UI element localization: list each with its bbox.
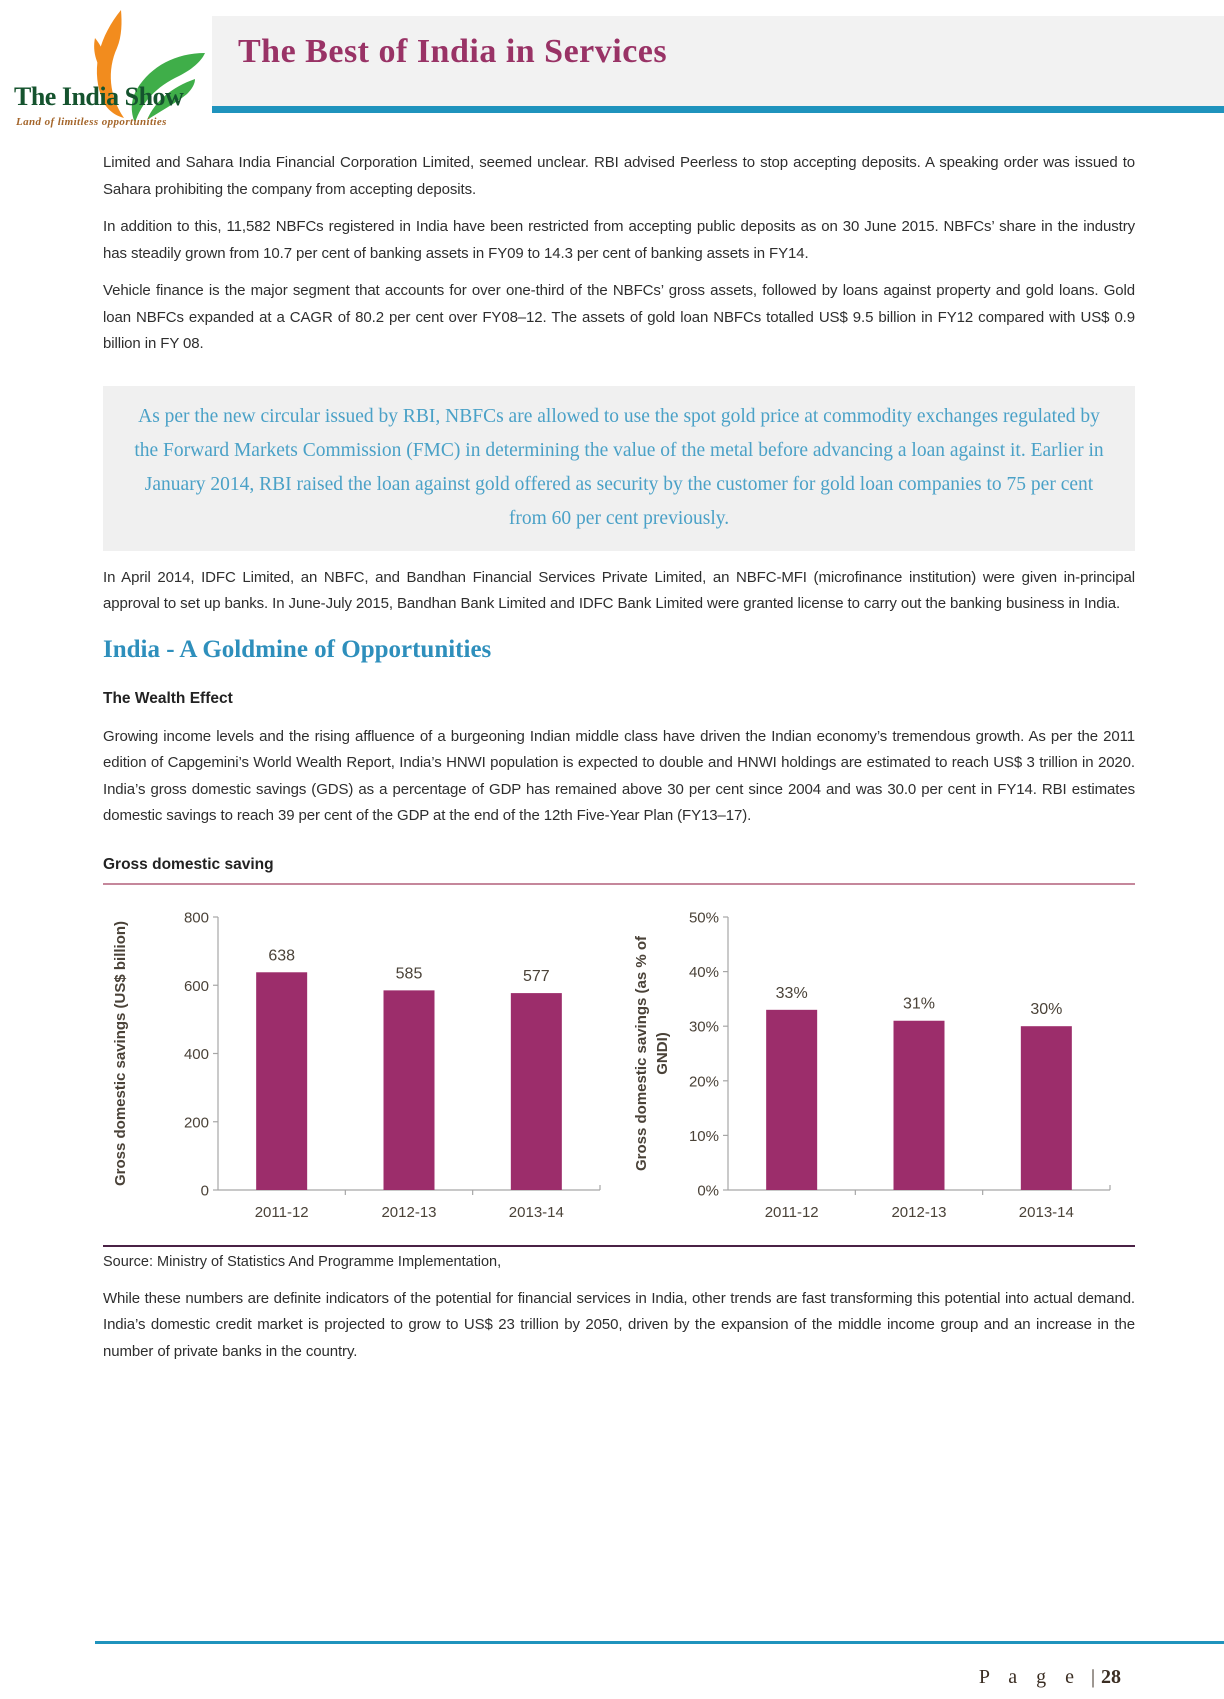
section-heading-goldmine: India - A Goldmine of Opportunities [103,635,492,663]
svg-text:2013-14: 2013-14 [508,1203,564,1221]
svg-text:20%: 20% [688,1072,719,1090]
pink-divider-rule [103,883,1135,885]
svg-text:Gross domestic savings (as % o: Gross domestic savings (as % of [633,935,650,1171]
page-separator: | [1090,1666,1095,1688]
gds-percent-gndi-bar-chart [630,897,1135,1239]
svg-text:0%: 0% [697,1182,719,1199]
svg-text:30%: 30% [688,1018,719,1036]
page-number-footer [979,1666,1121,1689]
logo-title: The India Show [14,82,184,111]
rbi-circular-callout: As per the new circular issued by RBI, NBFCs are allowed to use the spot gold price at commodity exchanges regulated by the Forward Markets Commission (FMC) in determining the value of the metal before advancing a loan against it. Earlier in January 2014, RBI raised the loan against gold offered as security by the customer for gold loan companies to 75 per cent from 60 per cent previously. [103,386,1135,551]
svg-text:2012-13: 2012-13 [381,1203,437,1221]
paragraph-nbfc-deposits: In addition to this, 11,582 NBFCs registered in India have been restricted from accepting public deposits as on 30 June 2015. NBFCs’ share in the industry has steadily grown from 10.7 per cent of banking assets in FY09 to 14.3 per cent of banking assets in FY14. [103,218,1135,262]
svg-text:0: 0 [200,1182,209,1199]
svg-text:Gross domestic savings (US$ bi: Gross domestic savings (US$ billion) [112,920,129,1186]
logo-tagline: Land of limitless opportunities [16,116,167,128]
svg-text:GNDI): GNDI) [654,1031,671,1075]
india-show-logo [8,4,213,142]
gds-us-billion-bar-chart [103,897,608,1239]
svg-text:577: 577 [522,967,550,985]
page-number: 28 [1101,1666,1121,1688]
paragraph-peerless-sahara: Limited and Sahara India Financial Corporation Limited, seemed unclear. RBI advised Peerless to stop accepting deposits. A speaking order was issued to Sahara prohibiting the company from accepting deposits. [103,154,1135,198]
svg-text:2012-13: 2012-13 [891,1203,947,1221]
svg-text:800: 800 [183,909,209,926]
document-body [103,150,1135,1376]
paragraph-credit-market: While these numbers are definite indicators of the potential for financial services in India, other trends are fast transforming this potential into actual demand. India’s domestic credit market is projected to grow to US$ 23 trillion by 2050, driven by the expansion of the middle income group and an increase in the number of private banks in the country. [103,1289,1135,1360]
svg-text:31%: 31% [902,995,936,1013]
footer-divider-rule [95,1641,1224,1644]
paragraph-vehicle-finance: Vehicle finance is the major segment that accounts for over one-third of the NBFCs’ gross assets, followed by loans against property and gold loans. Gold loan NBFCs expanded at a CAGR of 80.2 per cent over FY08–12. The assets of gold loan NBFCs totalled US$ 9.5 billion in FY12 compared with US$ 0.9 billion in FY 08. [103,282,1135,352]
svg-text:400: 400 [183,1045,209,1063]
svg-text:638: 638 [268,946,296,964]
svg-text:40%: 40% [688,963,719,981]
figure-source-note: Source: Ministry of Statistics And Programme Implementation, [103,1253,502,1270]
svg-text:50%: 50% [688,909,719,926]
figure-heading-gross-domestic-saving: Gross domestic saving [103,855,274,873]
svg-text:2011-12: 2011-12 [764,1203,819,1221]
page-header [212,16,1224,113]
svg-text:10%: 10% [688,1127,719,1145]
svg-text:585: 585 [395,964,423,982]
svg-text:33%: 33% [775,984,808,1002]
svg-text:600: 600 [183,977,209,995]
subsection-heading-wealth-effect: The Wealth Effect [103,689,233,707]
svg-text:2011-12: 2011-12 [254,1203,309,1221]
paragraph-idfc-bandhan: In April 2014, IDFC Limited, an NBFC, and Bandhan Financial Services Private Limited, an NBFC-MFI (microfinance institution) were given in-principal approval to set up banks. In June-July 2015, Bandhan Bank Limited and IDFC Bank Limited were granted license to carry out the banking business in India. [103,568,1135,612]
page-title: The Best of India in Services [238,33,668,70]
page-word: P a g e [978,1666,1081,1688]
svg-text:30%: 30% [1030,1000,1063,1018]
svg-text:2013-14: 2013-14 [1018,1203,1074,1221]
gross-domestic-saving-figure [103,897,1135,1239]
svg-text:200: 200 [183,1113,209,1131]
paragraph-wealth-effect: Growing income levels and the rising affluence of a burgeoning Indian middle class have driven the Indian economy’s tremendous growth. As per the 2011 edition of Capgemini’s World Wealth Report, India’s HNWI population is expected to double and HNWI holdings are estimated to reach US$ 3 trillion in 2020. India’s gross domestic savings (GDS) as a percentage of GDP has remained above 30 per cent since 2004 and was 30.0 per cent in FY14. RBI estimates domestic savings to reach 39 per cent of the GDP at the end of the 12th Five-Year Plan (FY13–17). [103,727,1135,824]
purple-divider-rule [103,1245,1135,1247]
